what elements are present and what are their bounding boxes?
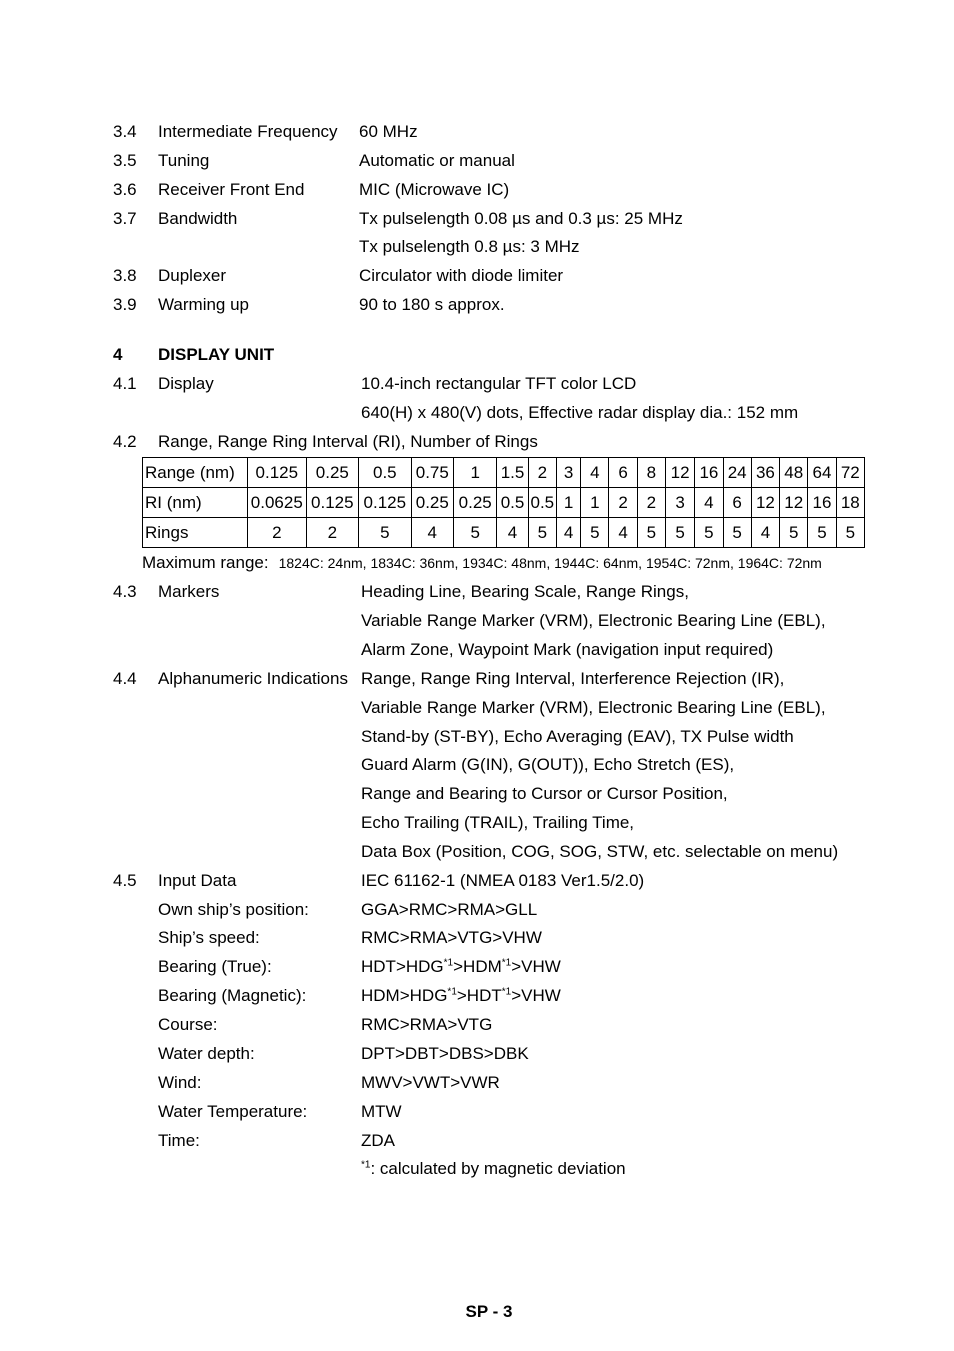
spec-row-alphanumeric-cont xyxy=(0,840,954,864)
range-cell: 0.25 xyxy=(306,458,359,488)
range-cell: 1.5 xyxy=(497,458,528,488)
sentence-text: >HDT xyxy=(456,986,502,1005)
input-data-value: RMC>RMA>VTG>VHW xyxy=(361,928,542,947)
spec-value: MIC (Microwave IC) xyxy=(359,180,510,199)
spec-value: Stand-by (ST-BY), Echo Averaging (EAV), TX Pulse width xyxy=(361,727,794,746)
rings-cell: 5 xyxy=(637,518,665,548)
rings-cell: 5 xyxy=(780,518,808,548)
sentence-text: HDM>HDG xyxy=(361,986,448,1005)
input-data-value: DPT>DBT>DBS>DBK xyxy=(361,1044,529,1063)
spec-label: Markers xyxy=(158,582,220,601)
ri-cell: 0.125 xyxy=(359,488,412,518)
spec-value: Data Box (Position, COG, SOG, STW, etc. selectable on menu) xyxy=(361,842,839,861)
input-data-label: Bearing (Magnetic): xyxy=(158,986,307,1005)
range-cell: 0.125 xyxy=(248,458,307,488)
range-cell: 3 xyxy=(556,458,580,488)
spec-label: Warming up xyxy=(158,295,250,314)
ri-cell: 0.5 xyxy=(497,488,528,518)
spec-value: 60 MHz xyxy=(359,122,418,141)
spec-number: 4.4 xyxy=(113,669,137,688)
spec-number: 3.4 xyxy=(113,122,137,141)
input-data-value: ZDA xyxy=(361,1131,395,1150)
input-data-value xyxy=(361,955,561,979)
spec-label: Intermediate Frequency xyxy=(158,122,338,141)
input-data-item-wind xyxy=(0,1071,954,1095)
spec-row-alphanumeric xyxy=(0,667,954,691)
spec-value: 10.4-inch rectangular TFT color LCD xyxy=(361,374,637,393)
footnote-text xyxy=(361,1157,626,1181)
spec-label: Input Data xyxy=(158,871,237,890)
spec-row-display xyxy=(0,372,954,396)
input-data-value: RMC>RMA>VTG xyxy=(361,1015,493,1034)
ri-cell: 2 xyxy=(609,488,637,518)
spec-row-display-cont xyxy=(0,401,954,425)
range-table-row-ri xyxy=(143,488,865,518)
spec-value: Alarm Zone, Waypoint Mark (navigation input required) xyxy=(361,640,774,659)
input-data-item-course xyxy=(0,1013,954,1037)
input-data-item-bearing-true xyxy=(0,955,954,979)
spec-number: 3.8 xyxy=(113,266,137,285)
input-data-label: Course: xyxy=(158,1015,218,1034)
max-range-label: Maximum range: xyxy=(142,553,269,572)
spec-value: Guard Alarm (G(IN), G(OUT)), Echo Stretch (ES), xyxy=(361,755,735,774)
section-title: DISPLAY UNIT xyxy=(158,345,275,364)
footnote-mark: *1 xyxy=(361,1159,371,1171)
rings-cell: 5 xyxy=(581,518,609,548)
spec-row-markers-cont xyxy=(0,609,954,633)
range-table-row-range xyxy=(143,458,865,488)
spec-number: 4.1 xyxy=(113,374,137,393)
spec-row-input-data xyxy=(0,869,954,893)
input-data-label: Water Temperature: xyxy=(158,1102,308,1121)
spec-row-alphanumeric-cont xyxy=(0,696,954,720)
rings-cell: 5 xyxy=(695,518,723,548)
footnote-mark: *1 xyxy=(501,957,512,969)
ri-cell: 18 xyxy=(836,488,864,518)
spec-label: Receiver Front End xyxy=(158,180,305,199)
spec-row-if xyxy=(0,120,954,144)
rings-cell: 4 xyxy=(411,518,453,548)
spec-number: 4.3 xyxy=(113,582,137,601)
input-data-item-time xyxy=(0,1129,954,1153)
max-range-value: 1824C: 24nm, 1834C: 36nm, 1934C: 48nm, 1944C: 64nm, 1954C: 72nm, 1964C: 72nm xyxy=(278,555,822,571)
rings-cell: 5 xyxy=(453,518,496,548)
footnote-mark: *1 xyxy=(443,957,454,969)
spec-label: Range, Range Ring Interval (RI), Number of Rings xyxy=(158,432,538,451)
spec-row-bandwidth xyxy=(0,207,954,231)
ri-cell: 0.0625 xyxy=(248,488,307,518)
range-cell: 36 xyxy=(751,458,779,488)
input-data-item-position xyxy=(0,898,954,922)
ri-cell: 6 xyxy=(723,488,751,518)
range-cell: 1 xyxy=(453,458,496,488)
rings-cell: 5 xyxy=(665,518,694,548)
input-data-label: Ship’s speed: xyxy=(158,928,260,947)
spec-row-range-heading xyxy=(0,430,954,454)
row-header: RI (nm) xyxy=(143,488,248,518)
range-cell: 4 xyxy=(581,458,609,488)
spec-value: Range, Range Ring Interval, Interference Rejection (IR), xyxy=(361,669,785,688)
input-data-item-water-depth xyxy=(0,1042,954,1066)
ri-cell: 0.125 xyxy=(306,488,359,518)
spec-row-tuning xyxy=(0,149,954,173)
ri-cell: 0.25 xyxy=(411,488,453,518)
spec-value: Variable Range Marker (VRM), Electronic Bearing Line (EBL), xyxy=(361,611,826,630)
input-data-item-bearing-magnetic xyxy=(0,984,954,1008)
spec-label: Duplexer xyxy=(158,266,227,285)
spec-value: Automatic or manual xyxy=(359,151,515,170)
range-table-row-rings xyxy=(143,518,865,548)
spec-value: Circulator with diode limiter xyxy=(359,266,564,285)
spec-number: 3.9 xyxy=(113,295,137,314)
spec-number: 4.5 xyxy=(113,871,137,890)
footnote-mark: *1 xyxy=(447,986,457,998)
rings-cell: 2 xyxy=(248,518,307,548)
spec-label: Bandwidth xyxy=(158,209,238,228)
input-data-value: MTW xyxy=(361,1102,402,1121)
input-data-label: Water depth: xyxy=(158,1044,255,1063)
rings-cell: 4 xyxy=(497,518,528,548)
footnote-body: : calculated by magnetic deviation xyxy=(370,1159,626,1178)
spec-value: 640(H) x 480(V) dots, Effective radar display dia.: 152 mm xyxy=(361,403,799,422)
spec-row-alphanumeric-cont xyxy=(0,782,954,806)
spec-value: Range and Bearing to Cursor or Cursor Position, xyxy=(361,784,728,803)
range-cell: 0.75 xyxy=(411,458,453,488)
range-cell: 16 xyxy=(695,458,723,488)
sentence-text: HDT>HDG xyxy=(361,957,444,976)
sentence-text: >VHW xyxy=(511,957,561,976)
input-data-item-water-temperature xyxy=(0,1100,954,1124)
spec-number: 4.2 xyxy=(113,432,137,451)
spec-row-alphanumeric-cont xyxy=(0,811,954,835)
spec-label: Alphanumeric Indications xyxy=(158,669,348,688)
spec-row-front-end xyxy=(0,178,954,202)
range-cell: 2 xyxy=(528,458,556,488)
spec-value: 90 to 180 s approx. xyxy=(359,295,505,314)
range-cell: 0.5 xyxy=(359,458,412,488)
spec-row-markers xyxy=(0,580,954,604)
footnote-mark: *1 xyxy=(501,986,512,998)
spec-value: Tx pulselength 0.08 µs and 0.3 µs: 25 MHz xyxy=(359,209,683,228)
ri-cell: 4 xyxy=(695,488,723,518)
spec-number: 3.5 xyxy=(113,151,137,170)
section-heading-display-unit xyxy=(0,343,954,367)
rings-cell: 5 xyxy=(359,518,412,548)
range-cell: 8 xyxy=(637,458,665,488)
page-number: SP - 3 xyxy=(465,1302,513,1321)
spec-label: Tuning xyxy=(158,151,210,170)
rings-cell: 4 xyxy=(751,518,779,548)
spec-row-warming-up xyxy=(0,293,954,317)
ri-cell: 16 xyxy=(808,488,836,518)
spec-value: IEC 61162-1 (NMEA 0183 Ver1.5/2.0) xyxy=(361,871,645,890)
ri-cell: 2 xyxy=(637,488,665,518)
spec-value: Tx pulselength 0.8 µs: 3 MHz xyxy=(359,237,580,256)
ri-cell: 1 xyxy=(556,488,580,518)
rings-cell: 4 xyxy=(556,518,580,548)
spec-value: Heading Line, Bearing Scale, Range Rings, xyxy=(361,582,689,601)
range-cell: 24 xyxy=(723,458,751,488)
spec-number: 3.6 xyxy=(113,180,137,199)
input-data-label: Wind: xyxy=(158,1073,202,1092)
rings-cell: 2 xyxy=(306,518,359,548)
input-data-label: Time: xyxy=(158,1131,200,1150)
range-cell: 6 xyxy=(609,458,637,488)
range-cell: 72 xyxy=(836,458,864,488)
sentence-text: >VHW xyxy=(511,986,561,1005)
input-data-label: Bearing (True): xyxy=(158,957,272,976)
rings-cell: 5 xyxy=(836,518,864,548)
input-data-value: MWV>VWT>VWR xyxy=(361,1073,500,1092)
spec-row-markers-cont xyxy=(0,638,954,662)
spec-value: Variable Range Marker (VRM), Electronic Bearing Line (EBL), xyxy=(361,698,826,717)
ri-cell: 12 xyxy=(751,488,779,518)
spec-value: Echo Trailing (TRAIL), Trailing Time, xyxy=(361,813,635,832)
row-header: Range (nm) xyxy=(143,458,248,488)
row-header: Rings xyxy=(143,518,248,548)
input-data-item-speed xyxy=(0,926,954,950)
sentence-text: >HDM xyxy=(453,957,502,976)
spec-row-bandwidth-cont xyxy=(0,235,954,259)
range-cell: 12 xyxy=(665,458,694,488)
footnote xyxy=(0,1157,954,1181)
spec-label: Display xyxy=(158,374,214,393)
ri-cell: 0.5 xyxy=(528,488,556,518)
spec-row-alphanumeric-cont xyxy=(0,725,954,749)
rings-cell: 4 xyxy=(609,518,637,548)
input-data-value xyxy=(361,984,561,1008)
rings-cell: 5 xyxy=(723,518,751,548)
ri-cell: 3 xyxy=(665,488,694,518)
range-cell: 64 xyxy=(808,458,836,488)
range-table xyxy=(142,457,865,548)
rings-cell: 5 xyxy=(808,518,836,548)
spec-row-alphanumeric-cont xyxy=(0,753,954,777)
range-cell: 48 xyxy=(780,458,808,488)
section-number: 4 xyxy=(113,345,123,364)
input-data-label: Own ship’s position: xyxy=(158,900,309,919)
input-data-value: GGA>RMC>RMA>GLL xyxy=(361,900,538,919)
spec-number: 3.7 xyxy=(113,209,137,228)
ri-cell: 0.25 xyxy=(453,488,496,518)
ri-cell: 12 xyxy=(780,488,808,518)
rings-cell: 5 xyxy=(528,518,556,548)
ri-cell: 1 xyxy=(581,488,609,518)
max-range-note xyxy=(142,551,822,575)
spec-row-duplexer xyxy=(0,264,954,288)
